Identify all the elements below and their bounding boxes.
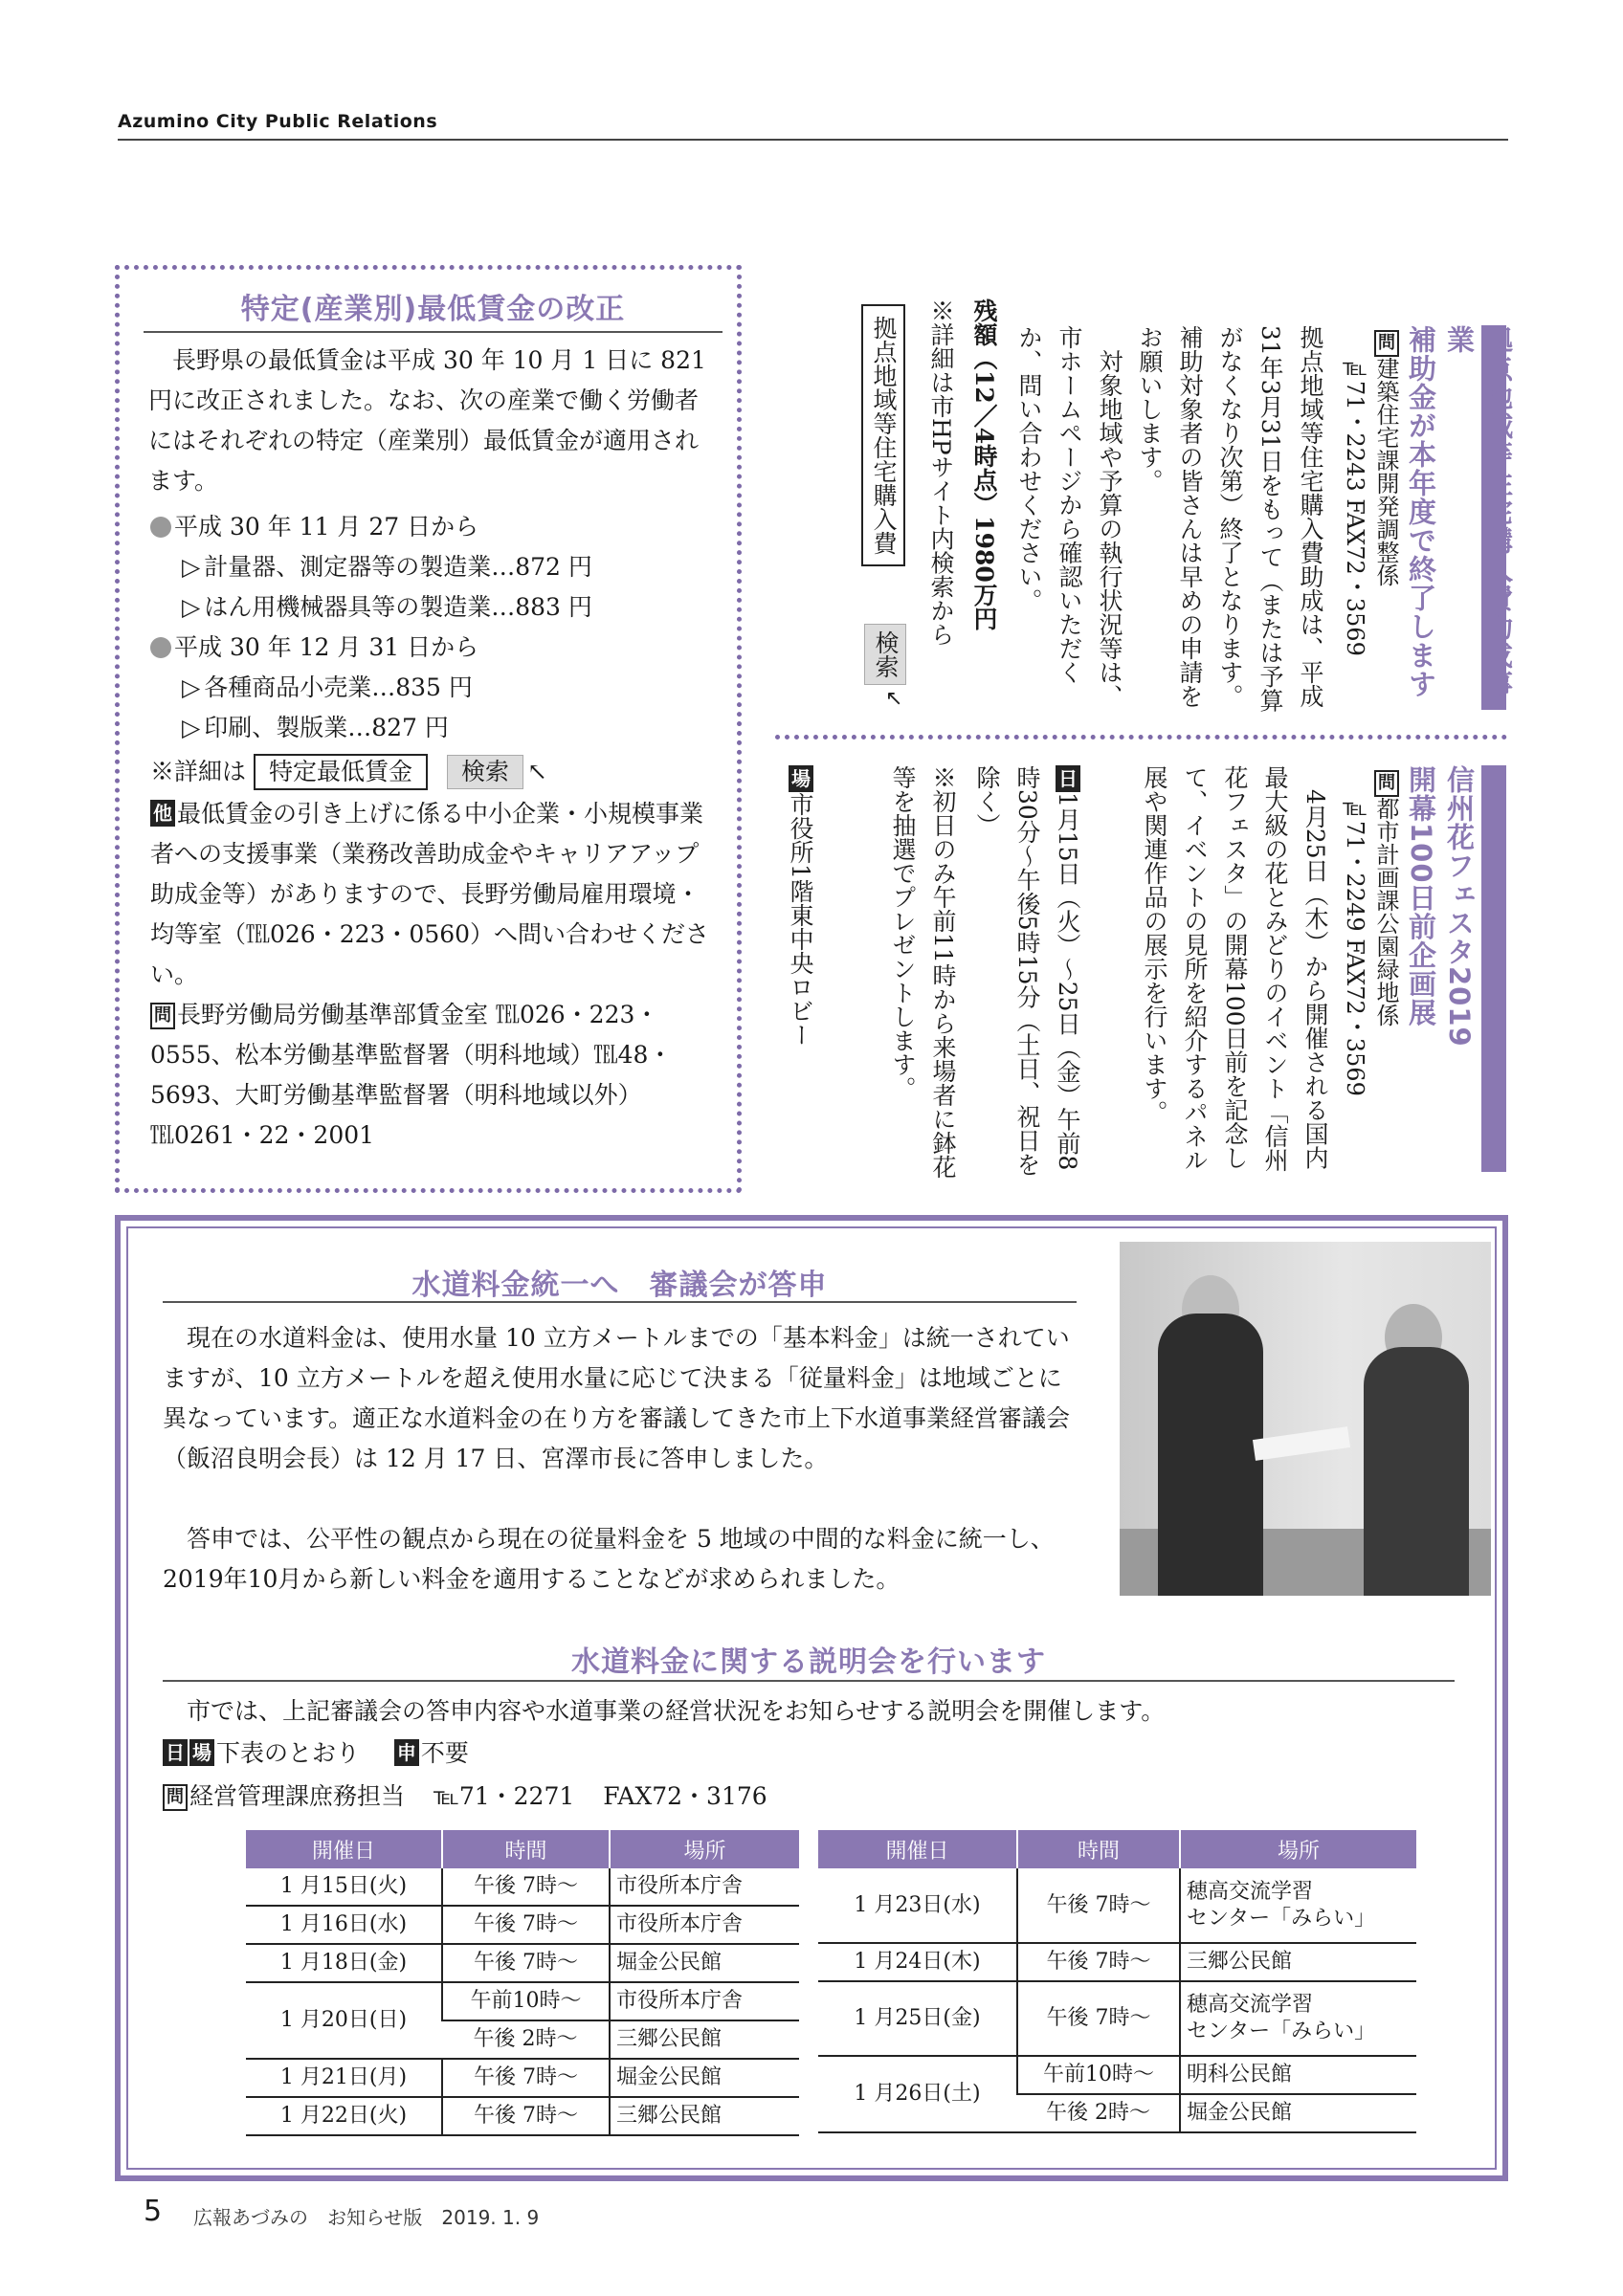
- housing-paragraph-1: 拠点地域等住宅購入費助成は、平成31年3月31日をもって（または予算がなくなり次第）終了となります。補助対象者の皆さんは早めの申請をお願いします。: [1136, 325, 1324, 713]
- row-place: 穂高交流学習 センター「みらい」: [1180, 1868, 1416, 1943]
- cursor-icon: ↖: [527, 758, 547, 785]
- row-time: 午後 7時～: [1017, 1943, 1180, 1981]
- table-row: [246, 1982, 799, 2020]
- briefing-inquiry-line: 問 経営管理課庶務担当 ℡71・2271 FAX72・3176: [163, 1777, 767, 1817]
- wage-inquiry-block: 問 長野労働局労働基準部賃金室 ℡026・223・0555、松本労働基準監督署（明科地域）℡48・5693、大町労働基準監督署（明科地域以外）℡0261・22・2001: [150, 1001, 673, 1149]
- row-time: 午後 7時～: [442, 2097, 610, 2135]
- row-date: 1 月20日(日): [246, 1982, 442, 2059]
- flower-title-2: 開幕100日前企画展: [1405, 765, 1437, 1027]
- wage-item-1: ▷ 計量器、測定器等の製造業…872 円: [182, 547, 756, 587]
- water-title-rule: [163, 1301, 1077, 1303]
- schedule-table-right: [818, 1830, 1416, 2133]
- housing-note: ※詳細は市HPサイト内検索から: [927, 298, 955, 647]
- wage-detail-line: ※詳細は 特定最低賃金 検索 ↖: [150, 752, 724, 792]
- wage-title: 特定(産業別)最低賃金の改正: [240, 293, 626, 326]
- wage-date-1: 平成 30 年 11 月 27 日から: [150, 507, 724, 547]
- table-row: [246, 2059, 799, 2097]
- housing-title-2: 補助金が本年度で終了します: [1405, 325, 1437, 698]
- wage-item-2: ▷ はん用機械器具等の製造業…883 円: [182, 587, 756, 628]
- header-place: 場所: [610, 1830, 799, 1868]
- footer-publication: 広報あづみの お知らせ版 2019. 1. 9: [193, 2206, 540, 2229]
- publication-header: Azumino City Public Relations: [118, 111, 438, 132]
- row-date: 1 月22日(火): [246, 2097, 442, 2135]
- flower-place: 場市役所1階東中央ロビー: [787, 767, 814, 1047]
- briefing-schedule-line: 日 場 下表のとおり 申 不要: [163, 1733, 469, 1774]
- row-time: 午後 2時～: [1017, 2094, 1180, 2132]
- housing-balance: 残額（12／4時点）1980万円: [970, 298, 998, 630]
- schedule-table-left: [246, 1830, 799, 2136]
- housing-contact: 問建築住宅課開発調整係: [1370, 330, 1401, 713]
- water-paragraph-1: 現在の水道料金は、使用水量 10 立方メートルまでの「基本料金」は統一されていますが、10 立方メートルを超え使用水量に応じて決まる「従量料金」は地域ごとに異なっています。適正な水道料金の在り方を審議してきた市上下水道事業経営審議会（飯沼良明会長）は 12 月 17 日、宮澤市長に答申しました。: [163, 1324, 1071, 1472]
- row-place: 堀金公民館: [1180, 2094, 1416, 2132]
- row-place: 三郷公民館: [1180, 1943, 1416, 1981]
- table-row: [246, 1944, 799, 1982]
- wage-other-block: 他 最低賃金の引き上げに係る中小企業・小規模事業者への支援事業（業務改善助成金やキャリアアップ助成金等）がありますので、長野労働局雇用環境・均等室（℡026・223・0560）へ問い合わせください。: [150, 800, 710, 988]
- flower-title-bar: [1481, 765, 1506, 1172]
- row-time: 午後 2時～: [442, 2020, 610, 2059]
- section-divider-dotted: [775, 735, 1507, 740]
- header-time: 時間: [442, 1830, 610, 1868]
- flower-title-1: 信州花フェスタ2019: [1443, 765, 1476, 1048]
- housing-search-term-box: 拠点地域等住宅購入費: [861, 304, 905, 566]
- place-mark-icon: 場: [189, 1739, 214, 1766]
- housing-paragraph-2: 対象地域や予算の執行状況等は、市ホームページから確認いただくか、問い合わせください。: [1015, 325, 1123, 708]
- table-row: [246, 2097, 799, 2135]
- wage-intro: 長野県の最低賃金は平成 30 年 10 月 1 日に 821 円に改正されました。なお、次の産業で働く労働者にはそれぞれの特定（産業別）最低賃金が適用されます。: [148, 346, 706, 495]
- cursor-icon: ↖: [885, 687, 903, 711]
- apply-mark-icon: 申: [394, 1739, 419, 1766]
- water-paragraph-2: 答申では、公平性の観点から現在の従量料金を 5 地域の中間的な料金に統一し、2019年10月から新しい料金を適用することなどが求められました。: [163, 1525, 1055, 1593]
- row-time: 午後 7時～: [442, 1944, 610, 1982]
- table-row: [246, 1868, 799, 1906]
- table-row: [246, 1906, 799, 1944]
- housing-title-1: 拠点地域等住宅購入費助成事業: [1443, 325, 1514, 698]
- row-place: 三郷公民館: [610, 2097, 799, 2135]
- table-header-row: [246, 1830, 799, 1868]
- header-time: 時間: [1017, 1830, 1180, 1868]
- header-date: 開催日: [818, 1830, 1017, 1868]
- row-date: 1 月21日(月): [246, 2059, 442, 2097]
- bullet-icon: [150, 517, 171, 538]
- search-button[interactable]: 検索: [447, 755, 523, 789]
- row-date: 1 月15日(火): [246, 1868, 442, 1906]
- table-header-row: [818, 1830, 1416, 1868]
- row-time: 午後 7時～: [442, 2059, 610, 2097]
- inquiry-mark-icon: 問: [150, 1003, 175, 1029]
- triangle-icon: ▷: [182, 593, 201, 621]
- flower-date: 日1月15日（火）～25日（金）午前8時30分～午後5時15分（土日、祝日を除く）: [973, 765, 1081, 1177]
- wage-title-rule: [144, 331, 723, 333]
- row-place: 堀金公民館: [610, 1944, 799, 1982]
- housing-phone: ℡71・2243 FAX72・3569: [1342, 354, 1368, 656]
- row-time: 午後 7時～: [442, 1906, 610, 1944]
- row-time: 午前10時～: [1017, 2056, 1180, 2094]
- row-place: 穂高交流学習 センター「みらい」: [1180, 1981, 1416, 2056]
- water-title: 水道料金統一へ 審議会が答申: [411, 1269, 828, 1302]
- row-place: 市役所本庁舎: [610, 1868, 799, 1906]
- bullet-icon: [150, 637, 171, 658]
- table-row: [818, 1943, 1416, 1981]
- row-date: 1 月16日(水): [246, 1906, 442, 1944]
- briefing-title: 水道料金に関する説明会を行います: [571, 1645, 1046, 1679]
- flower-note: ※初日のみ午前11時から来場者に鉢花等を抽選でプレゼントします。: [889, 765, 957, 1179]
- row-place: 市役所本庁舎: [610, 1906, 799, 1944]
- inquiry-mark-icon: 問: [1374, 330, 1399, 357]
- row-place: 市役所本庁舎: [610, 1982, 799, 2020]
- row-date: 1 月26日(土): [818, 2056, 1017, 2132]
- triangle-icon: ▷: [182, 714, 201, 741]
- wage-item-3: ▷ 各種商品小売業…835 円: [182, 668, 756, 708]
- header-place: 場所: [1180, 1830, 1416, 1868]
- row-time: 午後 7時～: [1017, 1868, 1180, 1943]
- flower-contact: 問都市計画課公園緑地係: [1370, 770, 1401, 1172]
- date-mark-icon: 日: [163, 1739, 188, 1766]
- header-rule: [118, 139, 1508, 141]
- row-time: 午後 7時～: [442, 1868, 610, 1906]
- row-date: 1 月24日(木): [818, 1943, 1017, 1981]
- page-number: 5: [144, 2195, 163, 2228]
- row-date: 1 月23日(水): [818, 1868, 1017, 1943]
- row-time: 午前10時～: [442, 1982, 610, 2020]
- table-row: [818, 1868, 1416, 1943]
- place-mark-icon: 場: [789, 765, 813, 792]
- photo-report-presentation: [1120, 1242, 1491, 1596]
- row-time: 午後 7時～: [1017, 1981, 1180, 2056]
- housing-search-button[interactable]: 検索: [864, 624, 906, 685]
- row-place: 明科公民館: [1180, 2056, 1416, 2094]
- search-term-box: 特定最低賃金: [254, 754, 428, 790]
- flower-phone: ℡71・2249 FAX72・3569: [1342, 794, 1368, 1096]
- wage-date-2: 平成 30 年 12 月 31 日から: [150, 628, 724, 668]
- triangle-icon: ▷: [182, 553, 201, 581]
- row-place: 三郷公民館: [610, 2020, 799, 2059]
- flower-paragraph: 4月25日（木）から開催される国内最大級の花とみどりのイベント「信州花フェスタ」の開幕100日前を記念して、イベントの見所を紹介するパネル展や関連作品の展示を行います。: [1141, 765, 1329, 1172]
- briefing-title-rule: [163, 1680, 1455, 1682]
- date-mark-icon: 日: [1056, 765, 1080, 792]
- briefing-intro: 市では、上記審議会の答申内容や水道事業の経営状況をお知らせする説明会を開催します。: [187, 1697, 1166, 1725]
- table-row: [818, 1981, 1416, 2056]
- row-date: 1 月25日(金): [818, 1981, 1017, 2056]
- inquiry-mark-icon: 問: [1374, 770, 1399, 797]
- table-row: [818, 2056, 1416, 2094]
- row-date: 1 月18日(金): [246, 1944, 442, 1982]
- other-mark-icon: 他: [150, 800, 175, 827]
- row-place: 堀金公民館: [610, 2059, 799, 2097]
- inquiry-mark-icon: 問: [163, 1784, 188, 1811]
- header-date: 開催日: [246, 1830, 442, 1868]
- triangle-icon: ▷: [182, 673, 201, 701]
- wage-item-4: ▷ 印刷、製版業…827 円: [182, 708, 756, 748]
